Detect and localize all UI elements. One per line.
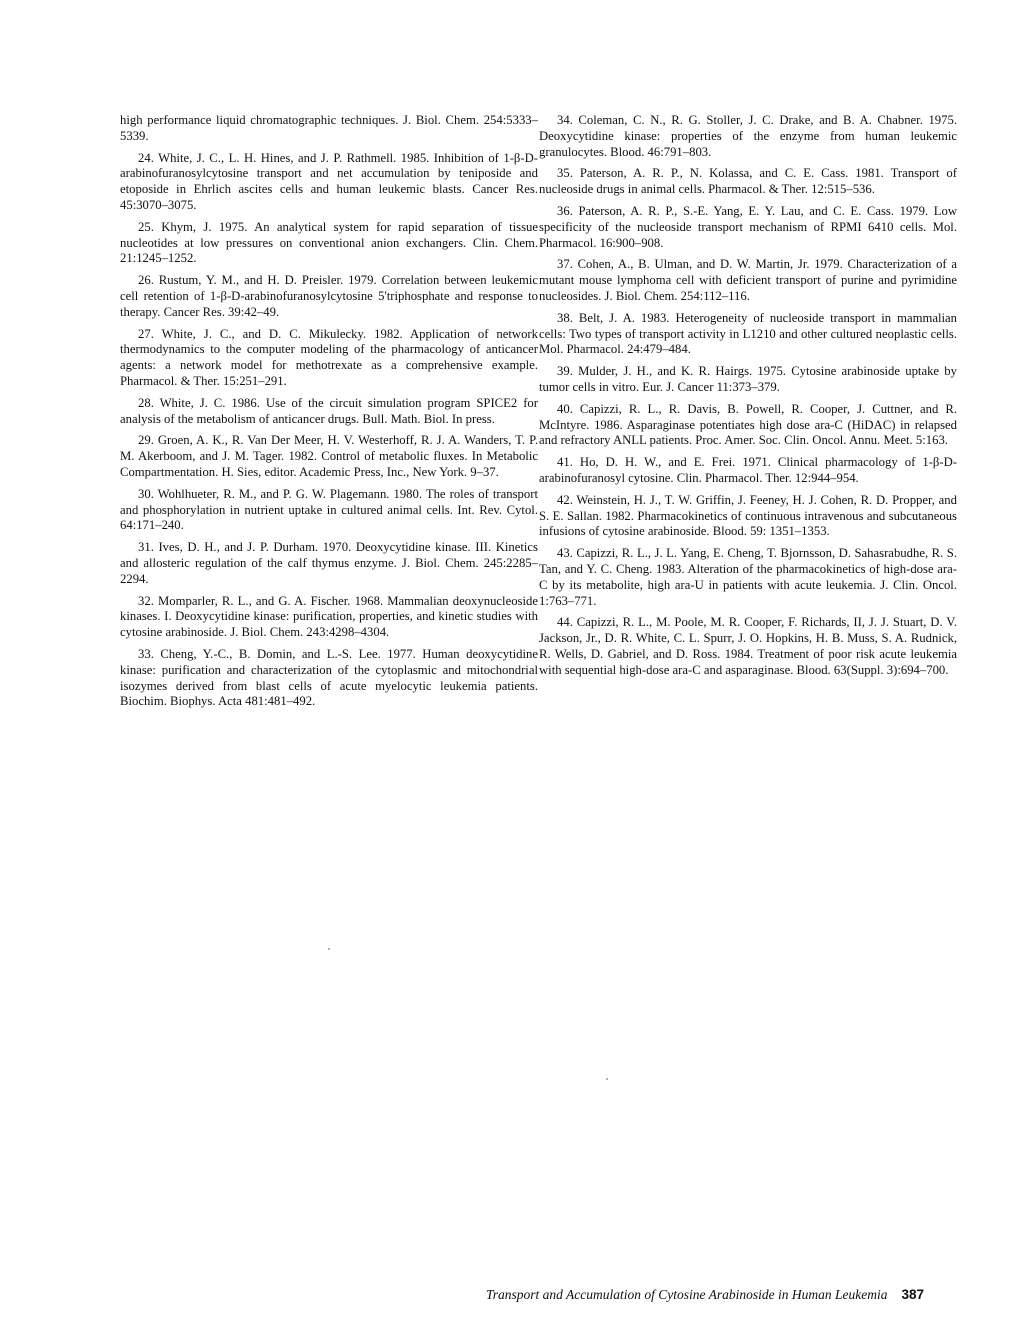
reference-34: 34. Coleman, C. N., R. G. Stoller, J. C. Drake, and B. A. Chabner. 1975. Deoxycytidine kinase: properties of the enzyme from human leukemic granulocytes. Blood. 46:791–803.	[539, 113, 957, 159]
reference-37: 37. Cohen, A., B. Ulman, and D. W. Martin, Jr. 1979. Characterization of a mutant mouse lymphoma cell with deficient transport of purine and pyrimidine nucleosides. J. Biol. Chem. 254:112–116.	[539, 257, 957, 303]
reference-32: 32. Momparler, R. L., and G. A. Fischer. 1968. Mammalian deoxynucleoside kinases. I. Deoxycytidine kinase: purification, properties, and kinetic studies with cytosine arabinoside. J. Biol. Chem. 243:4298–4304.	[120, 593, 538, 640]
reference-39: 39. Mulder, J. H., and K. R. Hairgs. 1975. Cytosine arabinoside uptake by tumor cells in vitro. Eur. J. Cancer 11:373–379.	[539, 364, 957, 394]
reference-44: 44. Capizzi, R. L., M. Poole, M. R. Cooper, F. Richards, II, J. J. Stuart, D. V. Jackson, Jr., D. R. White, C. L. Spurr, J. O. Hopkins, H. B. Muss, S. A. Rudnick, R. Wells, D. Gabriel, and D. Ross. 1984. Treatment of poor risk acute leukemia with sequential high-dose ara-C and asparaginase. Blood. 63(Suppl. 3):694–700.	[539, 615, 957, 677]
running-title: Transport and Accumulation of Cytosine Arabinoside in Human Leukemia	[486, 1287, 888, 1302]
reference-25: 25. Khym, J. 1975. An analytical system for rapid separation of tissue nucleotides at low pressures on conventional anion exchangers. Clin. Chem. 21:1245–1252.	[120, 219, 538, 266]
scan-speck	[606, 1078, 608, 1080]
reference-27: 27. White, J. C., and D. C. Mikulecky. 1982. Application of network thermodynamics to the computer modeling of the pharmacology of anticancer agents: a network model for methotrexate as a comprehensive example. Pharmacol. & Ther. 15:251–291.	[120, 326, 538, 388]
reference-33: 33. Cheng, Y.-C., B. Domin, and L.-S. Lee. 1977. Human deoxycytidine kinase: purification and characterization of the cytoplasmic and mitochondrial isozymes derived from blast cells of acute myelocytic leukemia patients. Biochim. Biophys. Acta 481:481–492.	[120, 646, 538, 709]
reference-42: 42. Weinstein, H. J., T. W. Griffin, J. Feeney, H. J. Cohen, R. D. Propper, and S. E. Sallan. 1982. Pharmacokinetics of continuous intravenous and subcutaneous infusions of cytosine arabinoside. Blood. 59: 1351–1353.	[539, 492, 957, 539]
reference-26: 26. Rustum, Y. M., and H. D. Preisler. 1979. Correlation between leukemic cell retention of 1-β-D-arabinofuranosylcytosine 5'triphosphate and response to therapy. Cancer Res. 39:42–49.	[120, 273, 538, 319]
reference-continuation: high performance liquid chromatographic techniques. J. Biol. Chem. 254:5333–5339.	[120, 113, 538, 143]
scan-speck	[328, 948, 330, 950]
page-number: 387	[901, 1287, 925, 1302]
reference-24: 24. White, J. C., L. H. Hines, and J. P. Rathmell. 1985. Inhibition of 1-β-D-arabinofuranosylcytosine transport and net accumulation by teniposide and etoposide in Ehrlich ascites cells and human leukemic blasts. Cancer Res. 45:3070–3075.	[120, 150, 538, 212]
references-left-column	[120, 113, 538, 716]
reference-29: 29. Groen, A. K., R. Van Der Meer, H. V. Westerhoff, R. J. A. Wanders, T. P. M. Akerboom, and J. M. Tager. 1982. Control of metabolic fluxes. In Metabolic Compartmentation. H. Sies, editor. Academic Press, Inc., New York. 9–37.	[120, 433, 538, 479]
reference-41: 41. Ho, D. H. W., and E. Frei. 1971. Clinical pharmacology of 1-β-D-arabinofuranosyl cytosine. Clin. Pharmacol. Ther. 12:944–954.	[539, 455, 957, 485]
reference-36: 36. Paterson, A. R. P., S.-E. Yang, E. Y. Lau, and C. E. Cass. 1979. Low specificity of the nucleoside transport mechanism of RPMI 6410 cells. Mol. Pharmacol. 16:900–908.	[539, 203, 957, 250]
reference-28: 28. White, J. C. 1986. Use of the circuit simulation program SPICE2 for analysis of the metabolism of anticancer drugs. Bull. Math. Biol. In press.	[120, 395, 538, 426]
reference-30: 30. Wohlhueter, R. M., and P. G. W. Plagemann. 1980. The roles of transport and phosphorylation in nutrient uptake in cultured animal cells. Int. Rev. Cytol. 64:171–240.	[120, 486, 538, 533]
page-footer	[486, 1287, 924, 1303]
reference-38: 38. Belt, J. A. 1983. Heterogeneity of nucleoside transport in mammalian cells: Two types of transport activity in L1210 and other cultured neoplastic cells. Mol. Pharmacol. 24:479–484.	[539, 310, 957, 357]
references-right-column	[539, 113, 957, 685]
reference-35: 35. Paterson, A. R. P., N. Kolassa, and C. E. Cass. 1981. Transport of nucleoside drugs in animal cells. Pharmacol. & Ther. 12:515–536.	[539, 166, 957, 197]
reference-40: 40. Capizzi, R. L., R. Davis, B. Powell, R. Cooper, J. Cuttner, and R. McIntyre. 1986. Asparaginase potentiates high dose ara-C (HiDAC) in relapsed and refractory ANLL patients. Proc. Amer. Soc. Clin. Oncol. Annu. Meet. 5:163.	[539, 401, 957, 448]
reference-43: 43. Capizzi, R. L., J. L. Yang, E. Cheng, T. Bjornsson, D. Sahasrabudhe, R. S. Tan, and Y. C. Cheng. 1983. Alteration of the pharmacokinetics of high-dose ara-C by its metabolite, high ara-U in patients with acute leukemia. J. Clin. Oncol. 1:763–771.	[539, 546, 957, 608]
reference-31: 31. Ives, D. H., and J. P. Durham. 1970. Deoxycytidine kinase. III. Kinetics and allosteric regulation of the calf thymus enzyme. J. Biol. Chem. 245:2285–2294.	[120, 540, 538, 586]
